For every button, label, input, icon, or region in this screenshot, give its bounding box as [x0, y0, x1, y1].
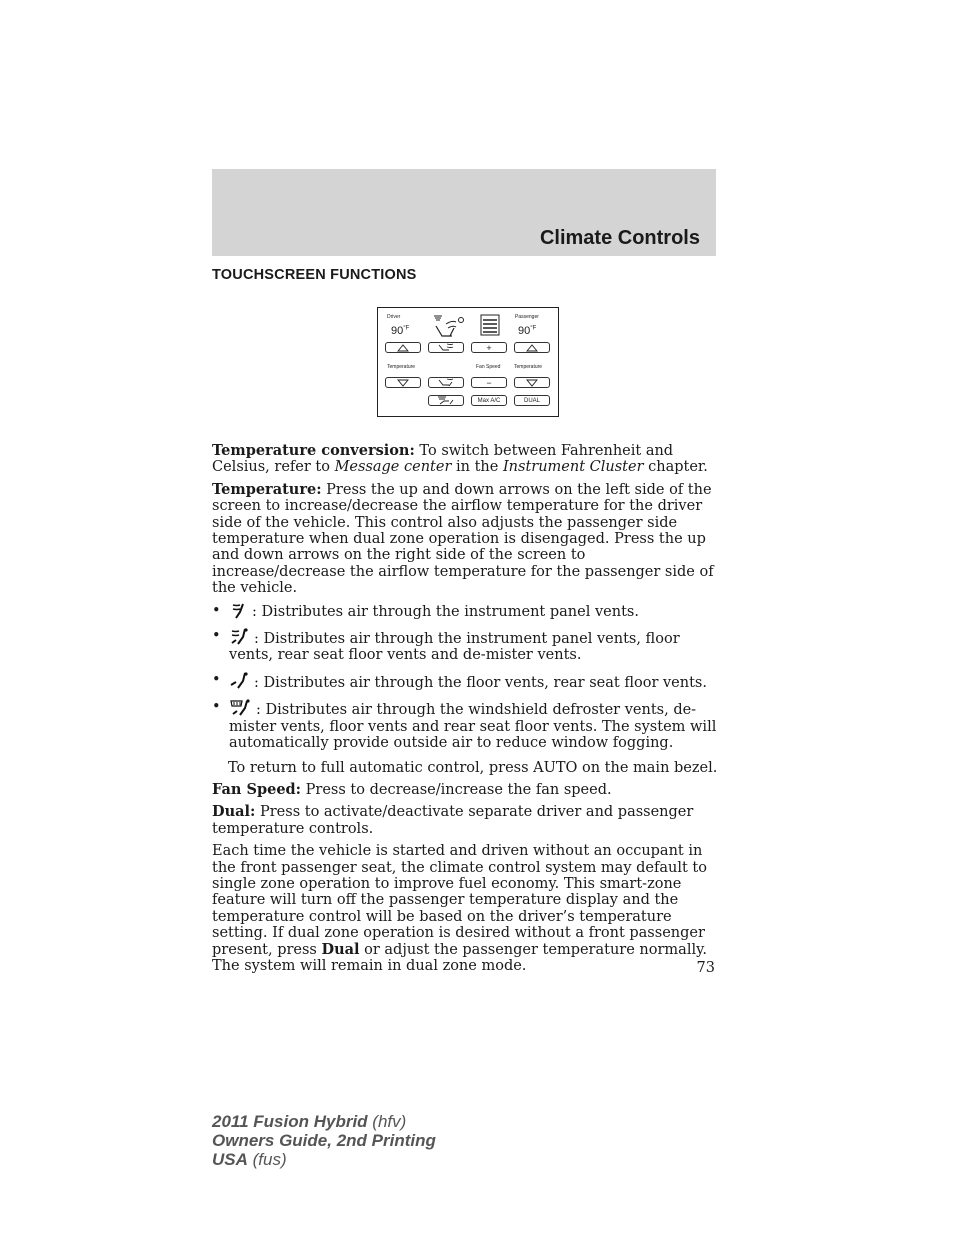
- minus-icon: −: [486, 377, 492, 388]
- chapter-header-band: [212, 169, 716, 256]
- down-arrow-icon: [526, 379, 538, 387]
- list-item: [212, 628, 718, 664]
- passenger-temp-display: [518, 325, 536, 337]
- footer-model: 2011 Fusion Hybrid: [212, 1112, 368, 1131]
- up-arrow-icon: [397, 344, 409, 352]
- dual-paragraph: [212, 804, 718, 837]
- driver-temp-up-button[interactable]: [385, 342, 421, 353]
- defrost-floor-icon: [436, 396, 456, 405]
- driver-temp-down-button[interactable]: [385, 377, 421, 388]
- footer-market-code: (fus): [247, 1150, 287, 1169]
- temperature-label-right: Temperature: [514, 364, 543, 370]
- page-number: 73: [696, 960, 715, 976]
- max-ac-button[interactable]: [471, 395, 507, 406]
- driver-temp-value: 90: [391, 325, 404, 337]
- dual-label: DUAL: [523, 397, 540, 404]
- temperature-label-left: Temperature: [387, 364, 416, 370]
- passenger-temp-down-button[interactable]: [514, 377, 550, 388]
- footer-model-code: (hfv): [367, 1112, 407, 1131]
- panel-vent-icon: [229, 603, 249, 619]
- fan-speed-text: Press to decrease/increase the fan speed.: [301, 781, 612, 798]
- footer-market: USA: [212, 1150, 248, 1169]
- fan-speed-label: Fan Speed: [476, 364, 501, 370]
- section-heading: TOUCHSCREEN FUNCTIONS: [212, 267, 417, 283]
- list-item: [212, 699, 718, 751]
- list-item: [212, 672, 718, 691]
- driver-temp-unit: °F: [403, 325, 410, 332]
- fan-speed-term: Fan Speed:: [212, 780, 302, 798]
- fan-speed-paragraph: [212, 782, 718, 798]
- panel-vent-button[interactable]: [428, 342, 464, 353]
- dual-text: Press to activate/deactivate separate driver and passenger temperature controls.: [212, 804, 694, 837]
- airflow-mode-list: [212, 603, 718, 752]
- driver-temp-display: [391, 325, 409, 337]
- down-arrow-icon: [397, 379, 409, 387]
- fan-speed-increase-button[interactable]: [471, 342, 507, 353]
- bullet-text: : Distributes air through the instrument panel vents, floor vents, rear seat floor vents and de-mister vents.: [229, 631, 680, 664]
- bullet-text: : Distributes air through the instrument panel vents.: [252, 603, 639, 620]
- driver-label: Driver: [387, 314, 401, 320]
- touchscreen-figure: [377, 307, 559, 417]
- smart-zone-dual-term: Dual: [321, 940, 360, 958]
- temperature-conversion-text: in the: [451, 459, 503, 476]
- panel-floor-vent-icon: [436, 378, 456, 387]
- up-arrow-icon: [526, 344, 538, 352]
- floor-vent-icon: [229, 672, 251, 690]
- temperature-paragraph: [212, 482, 718, 597]
- smart-zone-text: or adjust the passenger temperature normally. The system will remain in dual zone mode.: [212, 941, 707, 974]
- message-center-reference: Message center: [334, 459, 452, 476]
- footer-edition: Owners Guide, 2nd Printing: [212, 1131, 436, 1150]
- chapter-title: Climate Controls: [539, 227, 700, 249]
- footer-line-1: [212, 1112, 436, 1131]
- body-text: [212, 443, 718, 980]
- max-ac-label: Max A/C: [477, 397, 501, 404]
- panel-floor-vent-button[interactable]: [428, 377, 464, 388]
- temperature-conversion-label: Temperature conversion:: [212, 442, 415, 459]
- smart-zone-text: Each time the vehicle is started and driven without an occupant in the front passenger seat, the climate control system may default to single zone operation to improve fuel economy. This smart-zone feature will turn off the passenger temperature display and the temperature control will be based on the driver’s temperature setting. If dual zone operation is desired without a front passenger present, press: [212, 843, 707, 958]
- passenger-label: Passenger: [515, 314, 539, 320]
- temperature-label: Temperature:: [212, 480, 322, 498]
- panel-floor-vent-icon: [229, 628, 251, 646]
- auto-return-paragraph: To return to full automatic control, press AUTO on the main bezel.: [228, 759, 718, 776]
- airflow-seat-icon: [428, 312, 468, 340]
- temperature-conversion-paragraph: [212, 443, 718, 476]
- smart-zone-paragraph: [212, 843, 718, 974]
- defrost-floor-icon: [229, 699, 253, 717]
- temperature-conversion-text: chapter.: [643, 459, 708, 476]
- panel-vent-icon: [436, 343, 456, 352]
- passenger-temp-value: 90: [518, 325, 531, 337]
- footer: [212, 1112, 436, 1169]
- dual-button[interactable]: [514, 395, 550, 406]
- temperature-conversion-text: To switch between Fahrenheit and Celsius, refer to: [212, 443, 674, 476]
- footer-line-3: [212, 1150, 436, 1169]
- temperature-text: Press the up and down arrows on the left side of the screen to increase/decrease the airflow temperature for the driver side of the vehicle. This control also adjusts the passenger side temperature when dual zone operation is disengaged. Press the up and down arrows on the right side of the screen to increase/decrease the airflow temperature for the passenger side of the vehicle.: [212, 481, 714, 597]
- dual-term: Dual:: [212, 803, 256, 821]
- list-item: [212, 603, 718, 620]
- instrument-cluster-reference: Instrument Cluster: [502, 459, 644, 476]
- passenger-temp-up-button[interactable]: [514, 342, 550, 353]
- bullet-text: : Distributes air through the windshield defroster vents, de-mister vents, floor vents and rear seat floor vents. The system will automatically provide outside air to reduce window fogging.: [229, 702, 717, 752]
- footer-line-2: [212, 1131, 436, 1150]
- rear-defrost-icon: [480, 314, 500, 336]
- bullet-text: : Distributes air through the floor vents, rear seat floor vents.: [254, 674, 707, 691]
- passenger-temp-unit: °F: [530, 325, 537, 332]
- fan-speed-decrease-button[interactable]: [471, 377, 507, 388]
- plus-icon: +: [486, 342, 492, 353]
- defrost-floor-button[interactable]: [428, 395, 464, 406]
